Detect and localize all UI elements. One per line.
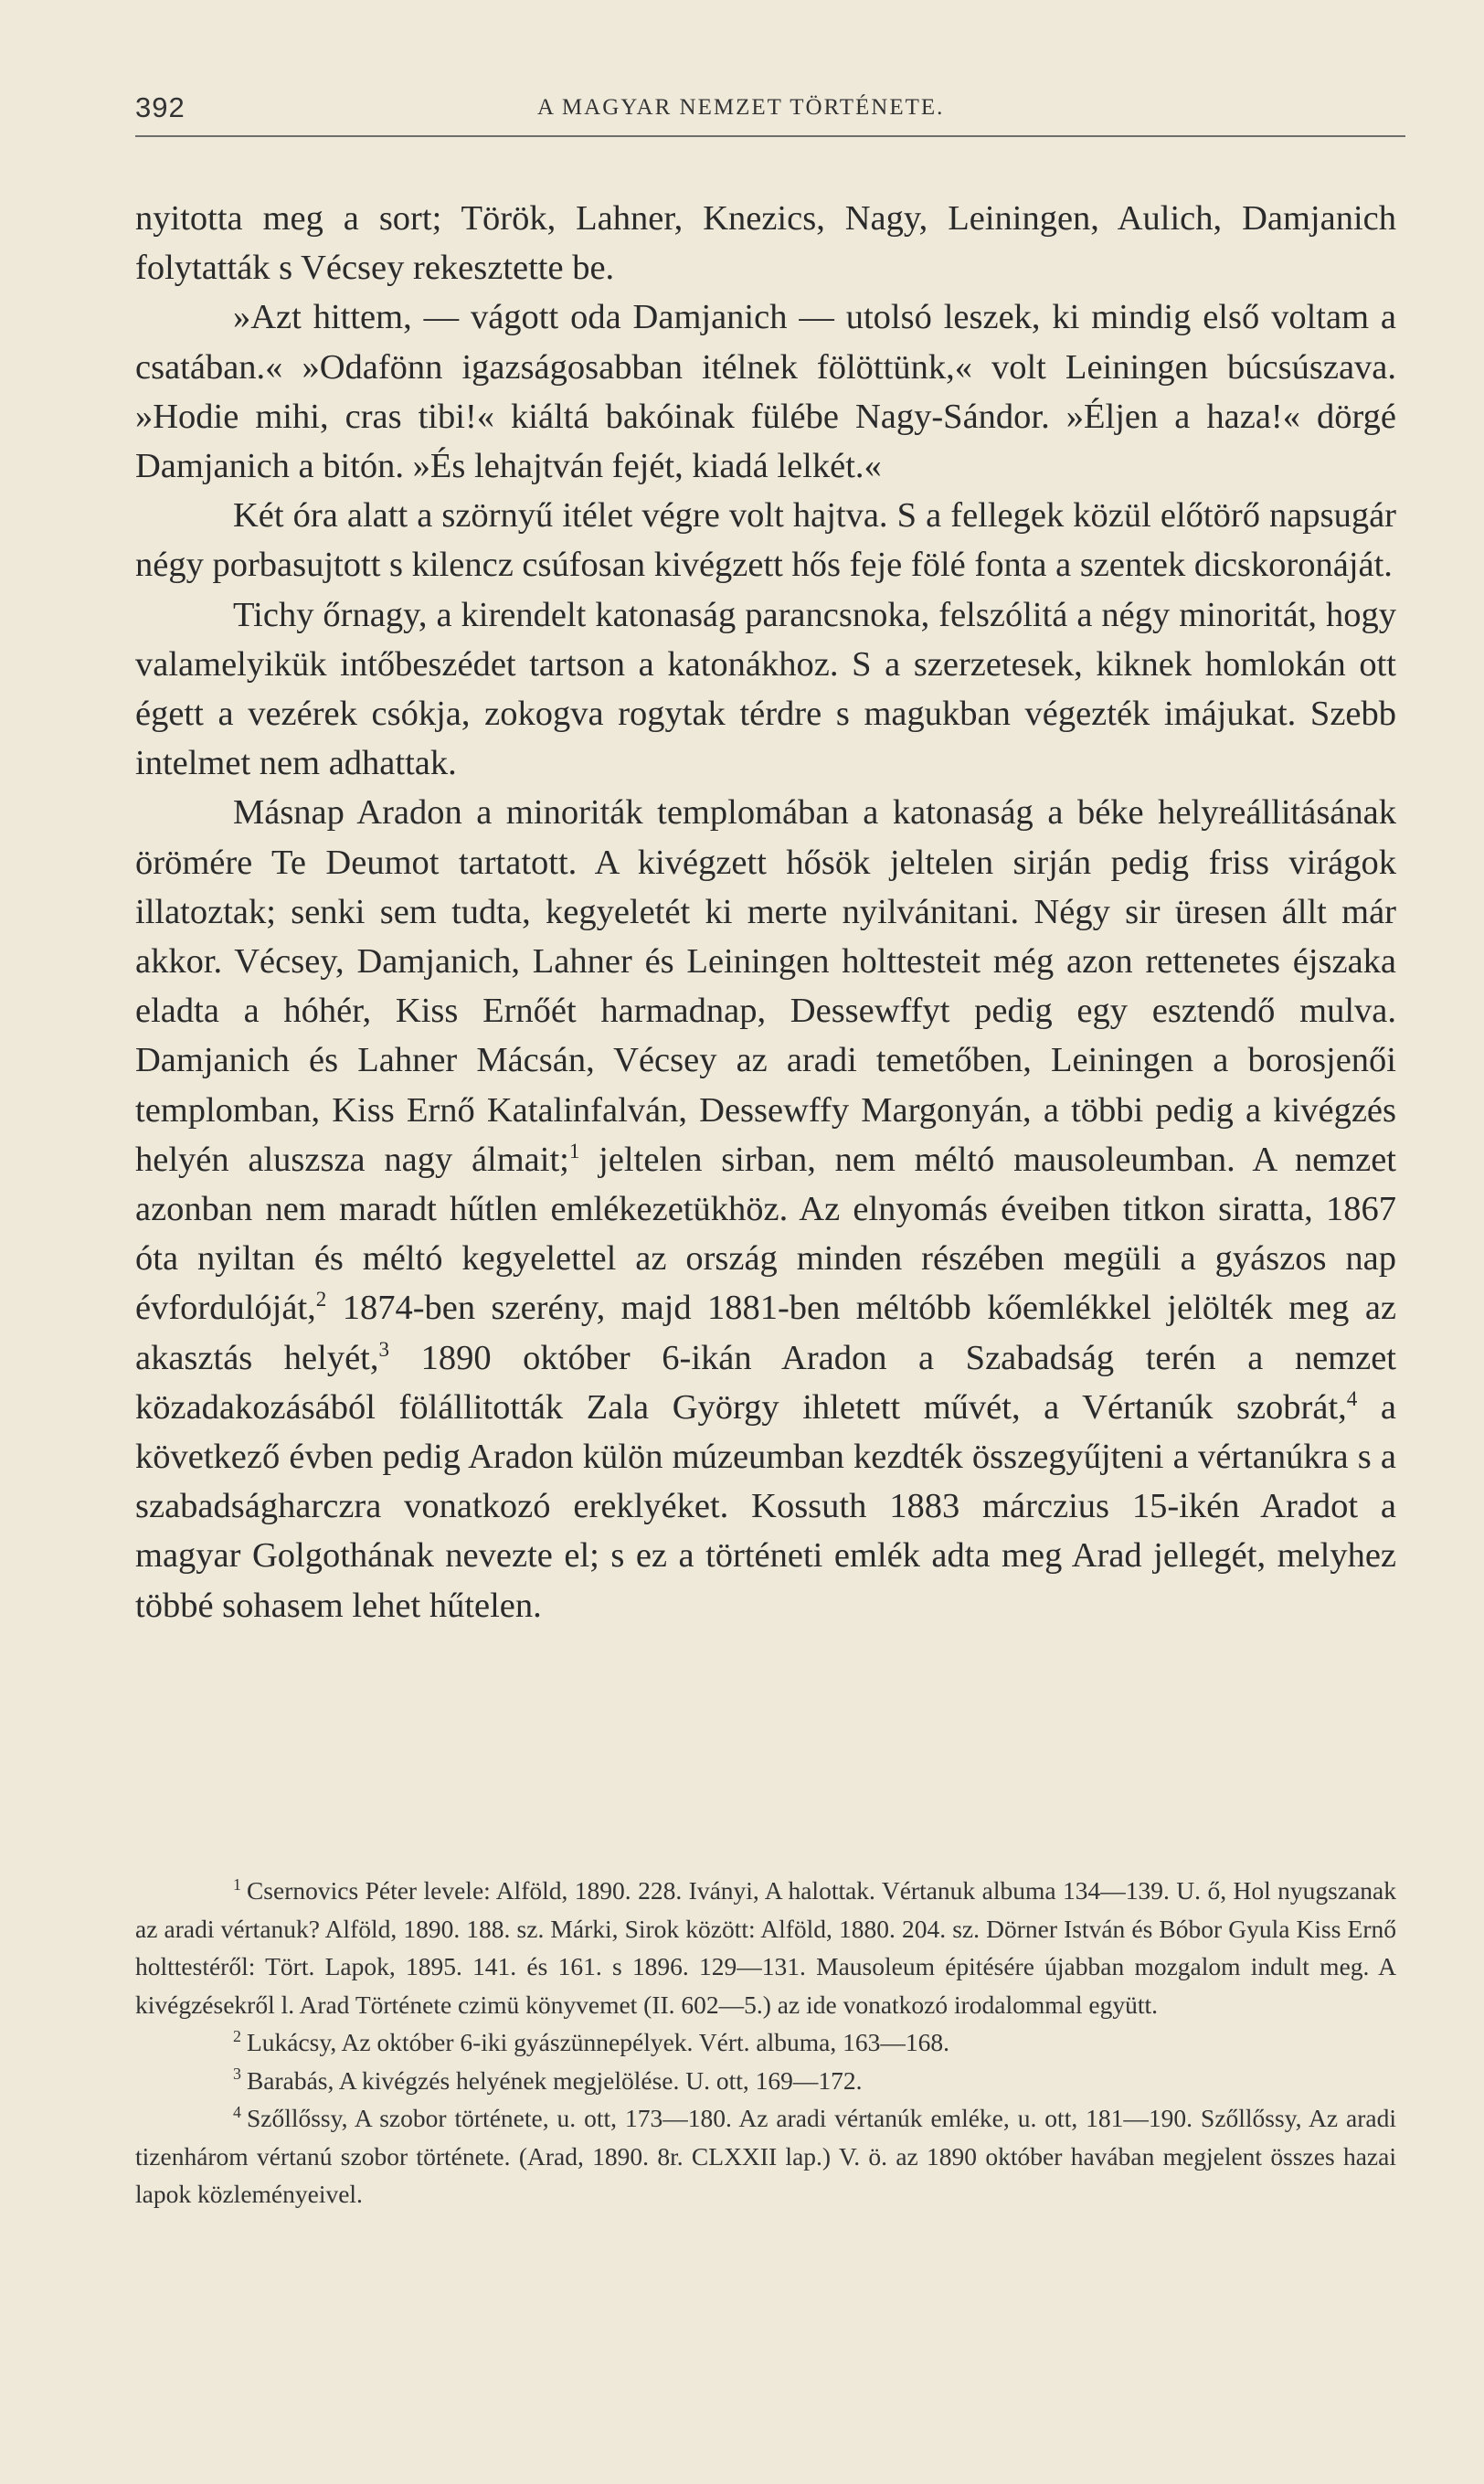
paragraph-5-text-3: 1874-ben szerény, majd 1881-ben méltóbb kőemlékkel jelölték meg az akasztás helyét, — [135, 1289, 1396, 1377]
paragraph-5-text-2: jeltelen sirban, nem méltó mausoleumban. A nemzet azonban nem maradt hűtlen emlékezetükhöz. Az elnyomás éveiben titkon siratta, 1867 óta nyiltan és méltó kegyelettel az ország minden részében megüli a gyászos nap évfordulóját, — [135, 1140, 1396, 1328]
footnote-4-mark: 4 — [233, 2102, 241, 2121]
paragraph-5-text-1: Másnap Aradon a minoriták templomában a katonaság a béke helyreállitásának örömére Te Deumot tartatott. A kivégzett hősök jeltelen sirján pedig friss virágok illatoztak; senki sem tudta, kegyeletét ki merte nyilvánitani. Négy sir üresen állt már akkor. Vécsey, Damjanich, Lahner és Leiningen holttesteit még azon rettenetes éjszaka eladta a hóhér, Kiss Ernőét harmadnap, Dessewffyt pedig egy esztendő mulva. Damjanich és Lahner Mácsán, Vécsey az aradi temetőben, Leiningen a borosjenői templomban, Kiss Ernő Katalinfalván, Dessewffy Margonyán, a többi pedig a kivégzés helyén aluszsza nagy álmait; — [135, 793, 1396, 1179]
paragraph-1: nyitotta meg a sort; Török, Lahner, Knezics, Nagy, Leiningen, Aulich, Damjanich folytatták s Vécsey rekesztette be. — [135, 199, 1396, 288]
page-header — [135, 91, 1405, 135]
footnote-1-text: Csernovics Péter levele: Alföld, 1890. 228. Iványi, A halottak. Vértanuk albuma 134—139. U. ő, Hol nyugszanak az aradi vértanuk? Alföld, 1890. 188. sz. Márki, Sirok között: Alföld, 1880. 204. sz. Dörner István és Bóbor Gyula Kiss Ernő holttestéről: Tört. Lapok, 1895. 141. és 161. s 1896. 129—131. Mausoleum épitésére újabban mozgalom indult meg. A kivégzésekről l. Arad Története czimü könyvemet (II. 602—5.) az ide vonatkozó irodalommal együtt. — [135, 1876, 1396, 2019]
footnote-3-mark: 3 — [233, 2065, 241, 2084]
paragraph-5-text-4: 1890 október 6-ikán Aradon a Szabadság terén a nemzet közadakozásából fölállitották Zala György ihletett művét, a Vértanúk szobrát, — [135, 1338, 1396, 1427]
paragraph-5 — [135, 788, 1396, 1629]
footnote-2 — [135, 2023, 1396, 2062]
footnote-1-mark: 1 — [233, 1874, 241, 1894]
running-title: A MAGYAR NEMZET TÖRTÉNETE. — [537, 95, 945, 120]
footnote-ref-4[interactable]: 4 — [1346, 1386, 1358, 1411]
page-number: 392 — [135, 91, 186, 123]
paragraph-3: Két óra alatt a szörnyű itélet végre volt hajtva. S a fellegek közül előtörő napsugár négy porbasujtott s kilencz csúfosan kivégzett hős feje fölé fonta a szentek dicskoronáját. — [135, 496, 1396, 585]
paragraph-5-text-5: a következő évben pedig Aradon külön múzeumban kezdték összegyűjteni a vértanúkra s a szabadságharczra vonatkozó ereklyéket. Kossuth 1883 márczius 15-ikén Aradot a magyar Golgothának nevezte el; s ez a történeti emlék adta meg Arad jellegét, melyhez többé sohasem lehet hűtelen. — [135, 1387, 1396, 1625]
paragraph-2: »Azt hittem, — vágott oda Damjanich — utolsó leszek, ki mindig első voltam a csatában.« »Odafönn igazságosabban itélnek fölöttünk,« volt Leiningen búcsúszava. »Hodie mihi, cras tibi!« kiáltá bakóinak fülébe Nagy-Sándor. »Éljen a haza!« dörgé Damjanich a bitón. »És lehajtván fejét, kiadá lelkét.« — [135, 298, 1396, 486]
paragraph-4: Tichy őrnagy, a kirendelt katonaság parancsnoka, felszólitá a négy minoritát, hogy valamelyikük intőbeszédet tartson a katonákhoz. S a szerzetesek, kiknek homlokán ott égett a vezérek csókja, zokogva rogytak térdre s magukban végezték imájukat. Szebb intelmet nem adhattak. — [135, 595, 1396, 783]
footnote-ref-1[interactable]: 1 — [568, 1139, 580, 1163]
footnotes — [135, 1872, 1396, 2213]
footnote-4-text: Szőllőssy, A szobor története, u. ott, 173—180. Az aradi vértanúk emléke, u. ott, 181—190. Szőllőssy, Az aradi tizenhárom vértanú szobor története. (Arad, 1890. 8r. CLXXII lap.) V. ö. az 1890 október havában megjelent összes hazai lapok közleményeivel. — [135, 2104, 1396, 2208]
footnote-ref-3[interactable]: 3 — [378, 1336, 390, 1361]
main-text — [135, 194, 1396, 1630]
footnote-2-text: Lukácsy, Az október 6-iki gyászünnepélyek. Vért. albuma, 163—168. — [246, 2028, 949, 2056]
footnote-1 — [135, 1872, 1396, 2023]
footnote-3 — [135, 2062, 1396, 2100]
footnote-2-mark: 2 — [233, 2026, 241, 2045]
header-rule — [135, 135, 1405, 137]
footnote-3-text: Barabás, A kivégzés helyének megjelölése. U. ott, 169—172. — [246, 2065, 863, 2095]
footnote-ref-2[interactable]: 2 — [315, 1287, 327, 1311]
footnote-4 — [135, 2099, 1396, 2213]
